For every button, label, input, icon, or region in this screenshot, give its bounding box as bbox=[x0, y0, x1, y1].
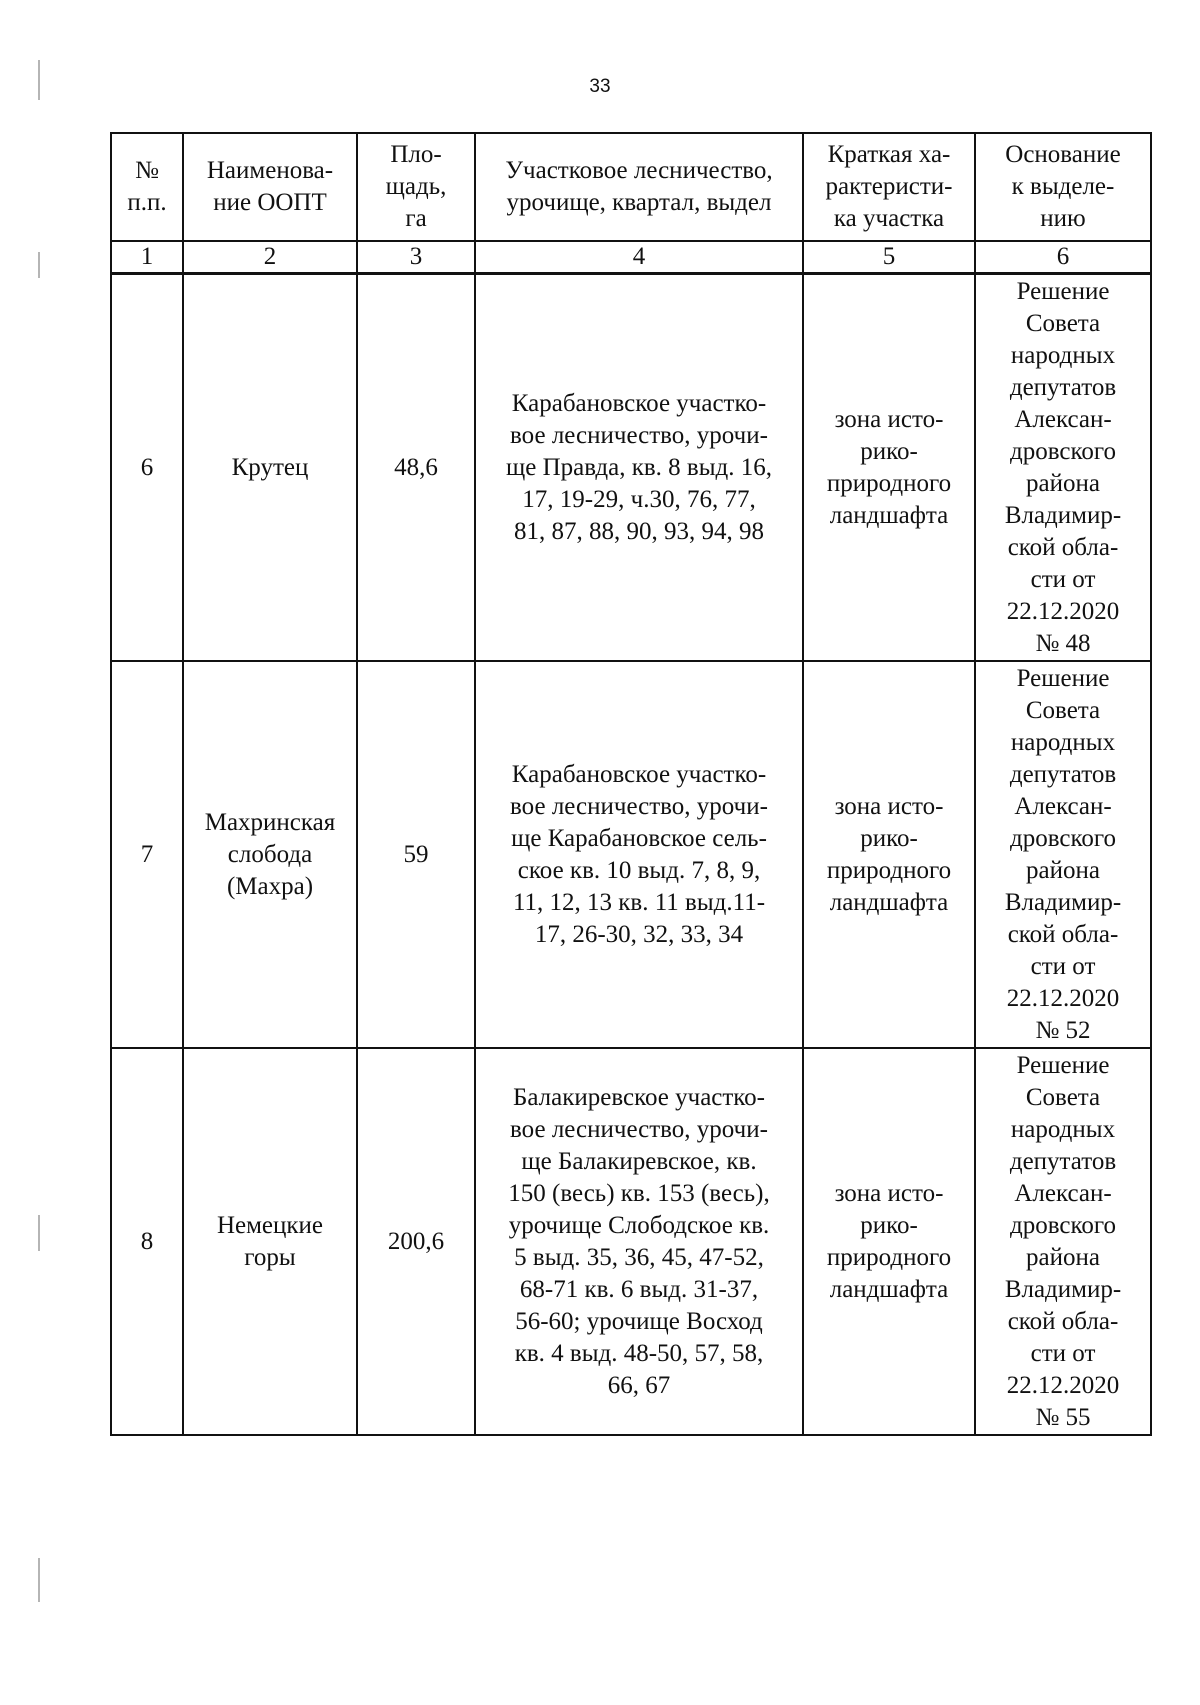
scan-margin-mark bbox=[38, 252, 40, 278]
area-basis: Решение Совета народных депутатов Алексан- дровского района Владимир- ской обла- сти от 22.12.2020 № 48 bbox=[975, 274, 1151, 662]
area-location: Карабановское участко- вое лесничество, урочи- ще Карабановское сель- ское кв. 10 выд. 7, 8, 9, 11, 12, 13 кв. 11 выд.11- 17, 26-30, 32, 33, 34 bbox=[475, 661, 803, 1048]
area-location: Карабановское участко- вое лесничество, урочи- ще Правда, кв. 8 выд. 16, 17, 19-29, ч.30, 76, 77, 81, 87, 88, 90, 93, 94, 98 bbox=[475, 274, 803, 662]
row-number: 7 bbox=[111, 661, 183, 1048]
area-name: Немецкие горы bbox=[183, 1048, 357, 1435]
header-number: № п.п. bbox=[111, 133, 183, 241]
header-area: Пло- щадь, га bbox=[357, 133, 475, 241]
table-row bbox=[111, 661, 1151, 1048]
area-location: Балакиревское участко- вое лесничество, урочи- ще Балакиревское, кв. 150 (весь) кв. 153 (весь), урочище Слободское кв. 5 выд. 35, 36, 45, 47-52, 68-71 кв. 6 выд. 31-37, 56-60; урочище Восход кв. 4 выд. 48-50, 57, 58, 66, 67 bbox=[475, 1048, 803, 1435]
row-number: 8 bbox=[111, 1048, 183, 1435]
area-name: Крутец bbox=[183, 274, 357, 662]
protected-areas-table bbox=[110, 132, 1152, 1436]
column-number-row bbox=[111, 241, 1151, 274]
column-number: 2 bbox=[183, 241, 357, 274]
scan-margin-mark bbox=[38, 1215, 40, 1251]
area-characteristic: зона исто- рико- природного ландшафта bbox=[803, 661, 975, 1048]
column-number: 4 bbox=[475, 241, 803, 274]
header-basis: Основание к выделе- нию bbox=[975, 133, 1151, 241]
page-number: 33 bbox=[589, 76, 611, 97]
table-row bbox=[111, 1048, 1151, 1435]
header-row bbox=[111, 133, 1151, 241]
column-number: 3 bbox=[357, 241, 475, 274]
column-number: 6 bbox=[975, 241, 1151, 274]
row-number: 6 bbox=[111, 274, 183, 662]
area-size: 59 bbox=[357, 661, 475, 1048]
column-number: 5 bbox=[803, 241, 975, 274]
column-number: 1 bbox=[111, 241, 183, 274]
area-characteristic: зона исто- рико- природного ландшафта bbox=[803, 274, 975, 662]
area-size: 200,6 bbox=[357, 1048, 475, 1435]
area-name: Махринская слобода (Махра) bbox=[183, 661, 357, 1048]
area-basis: Решение Совета народных депутатов Алексан- дровского района Владимир- ской обла- сти от 22.12.2020 № 52 bbox=[975, 661, 1151, 1048]
header-location: Участковое лесничество, урочище, квартал, выдел bbox=[475, 133, 803, 241]
header-name: Наименова- ние ООПТ bbox=[183, 133, 357, 241]
table-row bbox=[111, 274, 1151, 662]
header-characteristic: Краткая ха- рактеристи- ка участка bbox=[803, 133, 975, 241]
area-size: 48,6 bbox=[357, 274, 475, 662]
area-basis: Решение Совета народных депутатов Алексан- дровского района Владимир- ской обла- сти от 22.12.2020 № 55 bbox=[975, 1048, 1151, 1435]
scan-margin-mark bbox=[38, 1558, 40, 1602]
area-characteristic: зона исто- рико- природного ландшафта bbox=[803, 1048, 975, 1435]
